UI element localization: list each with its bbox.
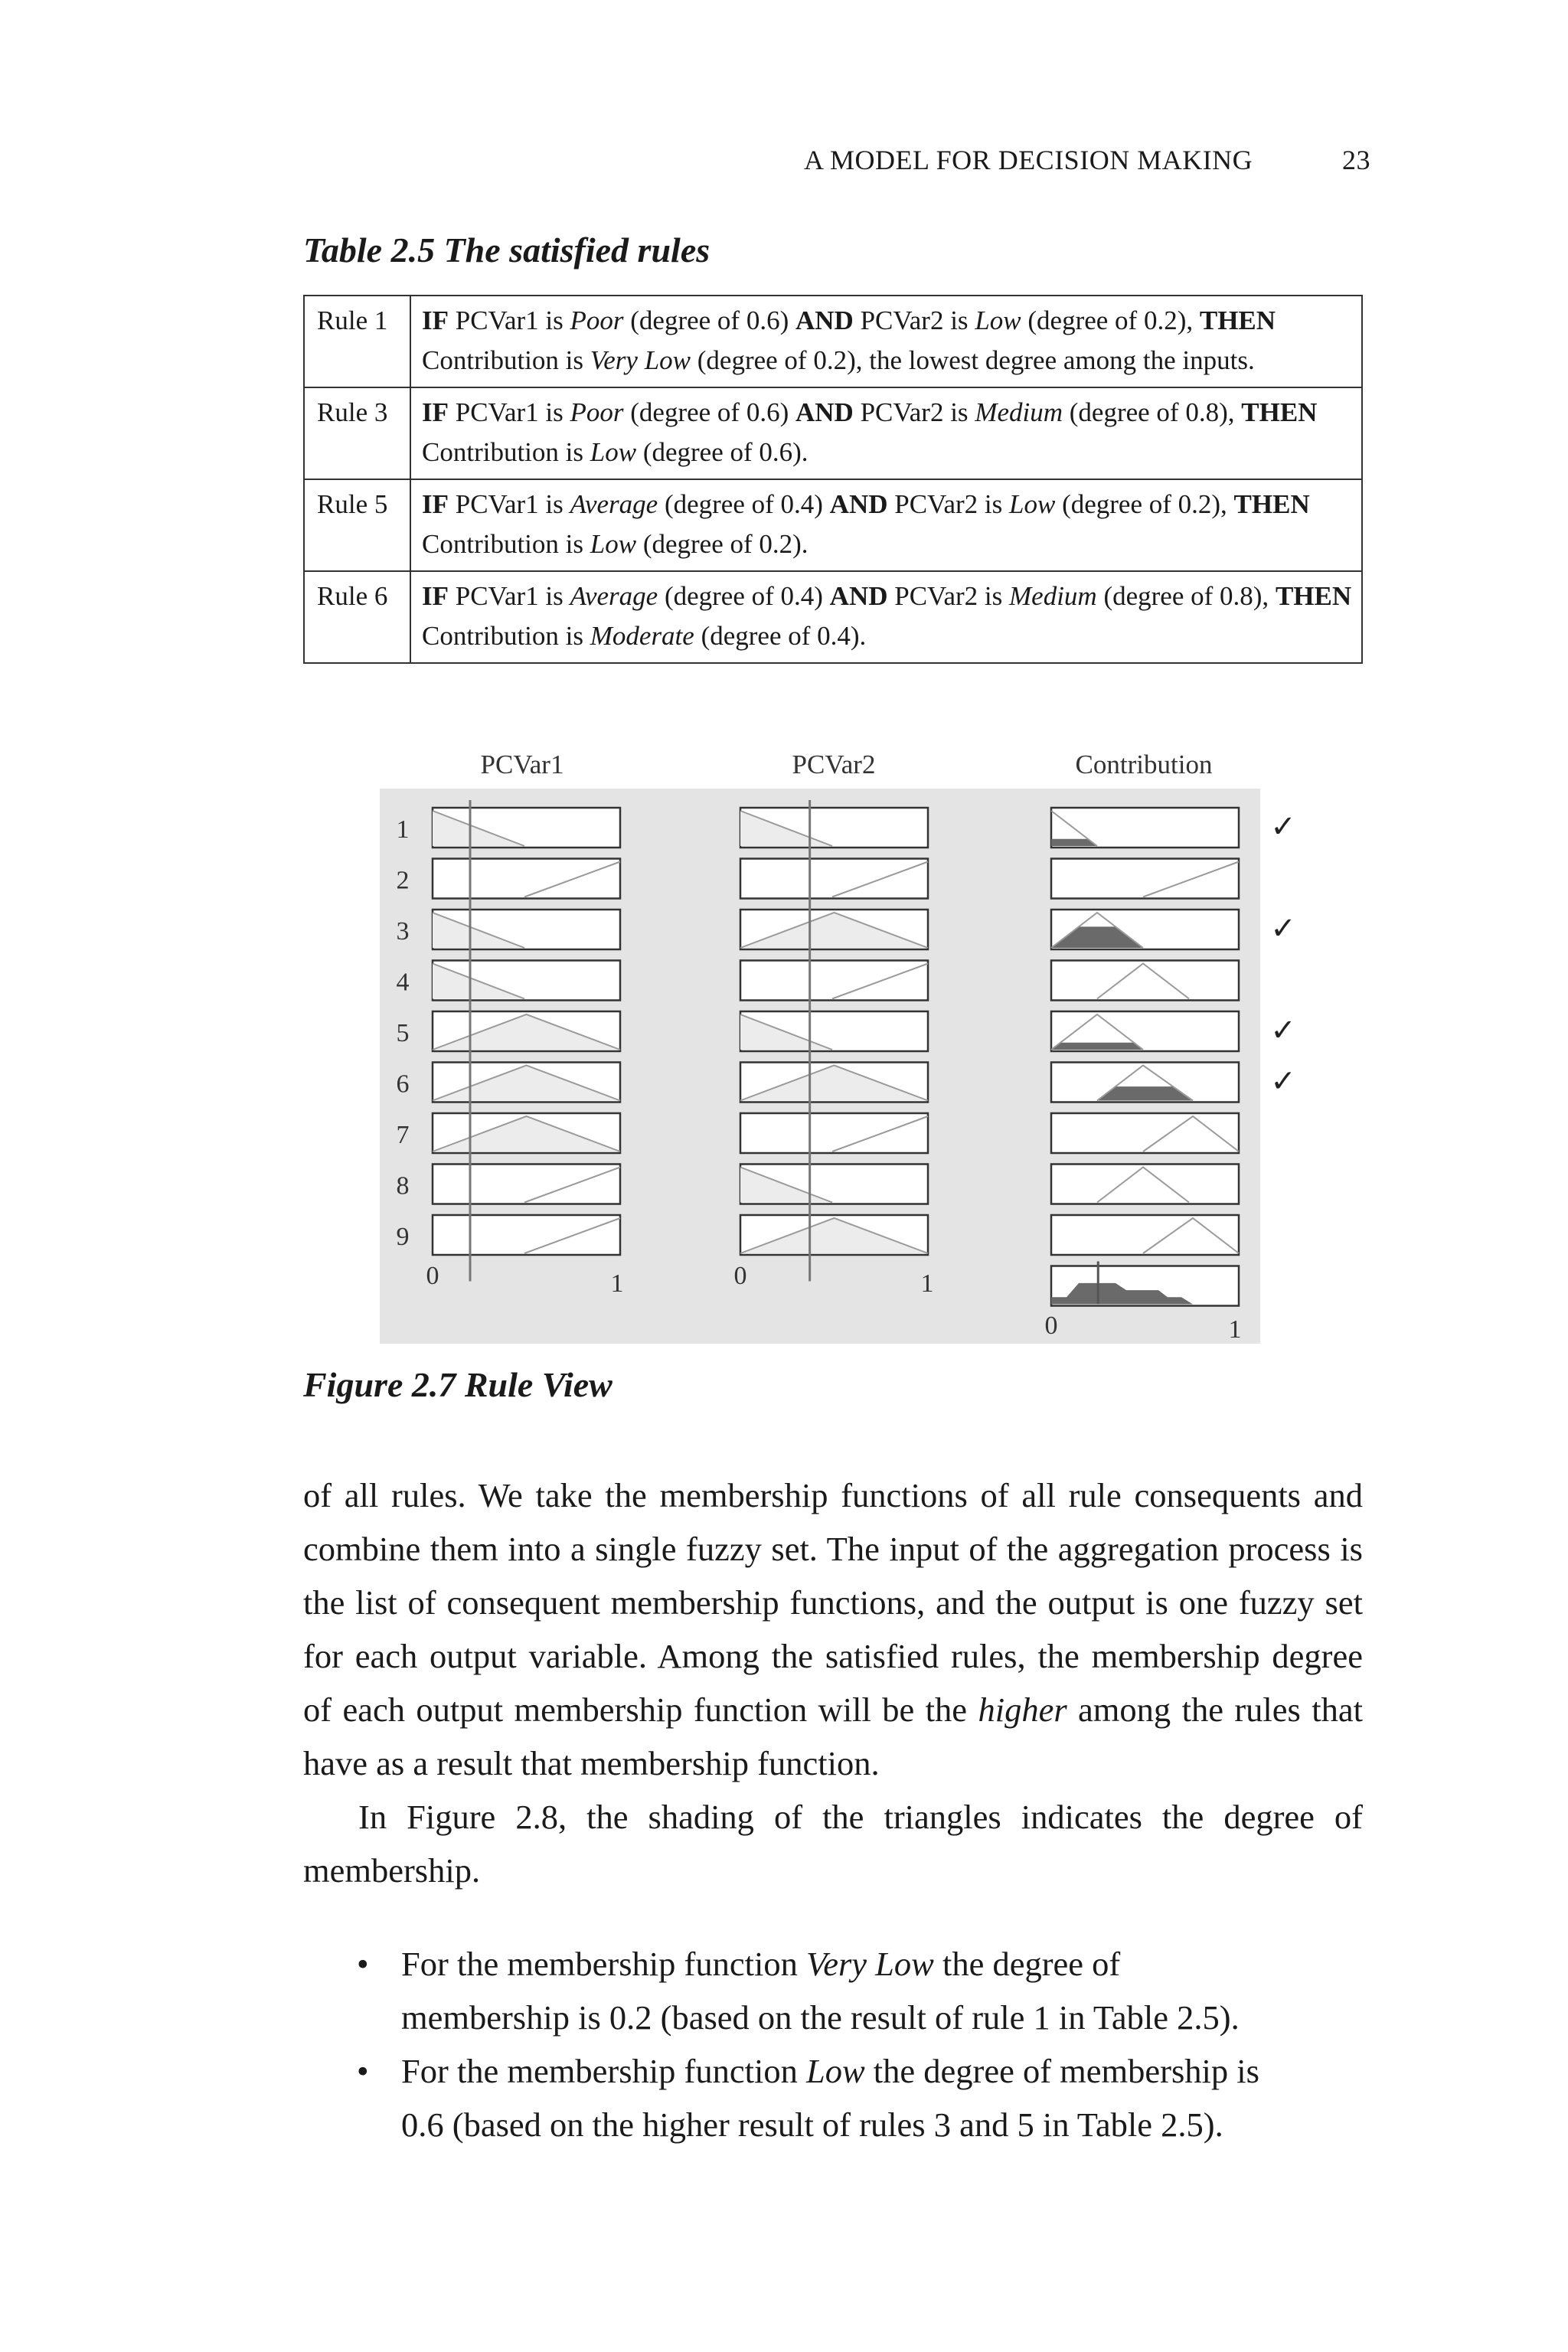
rule-row-number: 2 — [396, 866, 410, 895]
contribution-axis-min: 0 — [1044, 1312, 1058, 1340]
paragraph: of all rules. We take the membership functions of all rule consequents and combine them into a single fuzzy set. The input of the aggregation process is the list of consequent membership functions, and the output is one fuzzy set for each output variable. Among the satisfied rules, the membership degree of each output membership function will be the higher among the rules that have as a result that membership function. — [303, 1476, 1363, 1782]
pcvar2-axis-max: 1 — [920, 1269, 934, 1298]
running-head — [804, 144, 1370, 182]
column-title-contribution: Contribution — [1075, 750, 1213, 779]
rule-label: Rule 1 — [304, 296, 410, 387]
table-row — [304, 571, 1362, 663]
contribution-mf-box — [1051, 961, 1239, 1001]
contribution-mf-box — [1051, 1215, 1239, 1255]
bullet-icon: • — [357, 2052, 369, 2090]
list-item — [303, 2044, 1363, 2151]
pcvar1-axis-max: 1 — [610, 1269, 624, 1298]
rule-satisfied-checkmark-icon: ✓ — [1270, 911, 1296, 946]
rule-satisfied-checkmark-icon: ✓ — [1270, 1063, 1296, 1099]
paragraph: In Figure 2.8, the shading of the triangles indicates the degree of membership. — [303, 1798, 1363, 1890]
rule-satisfied-checkmark-icon: ✓ — [1270, 1013, 1296, 1047]
rule-label: Rule 6 — [304, 571, 410, 663]
pcvar2-mf-box — [740, 859, 928, 899]
satisfied-rules-table — [303, 295, 1363, 664]
rule-satisfied-checkmark-icon: ✓ — [1270, 809, 1296, 844]
table-row — [304, 479, 1362, 571]
pcvar2-mf-box — [740, 961, 928, 1001]
rule-view-figure — [380, 746, 1314, 1348]
running-head-title: A MODEL FOR DECISION MAKING — [804, 145, 1253, 175]
contribution-mf-box — [1051, 1113, 1239, 1153]
rule-text: IF PCVar1 is Poor (degree of 0.6) AND PCVar2 is Low (degree of 0.2), THEN Contribution is Very Low (degree of 0.2), the lowest degree among the inputs. — [410, 296, 1362, 387]
figure-caption: Figure 2.7 Rule View — [303, 1365, 612, 1404]
rule-label: Rule 3 — [304, 387, 410, 479]
rule-text: IF PCVar1 is Average (degree of 0.4) AND PCVar2 is Low (degree of 0.2), THEN Contribution is Low (degree of 0.2). — [410, 479, 1362, 571]
list-item-text: For the membership function Very Low the degree of membership is 0.2 (based on the result of rule 1 in Table 2.5). — [401, 1945, 1240, 2037]
rule-text: IF PCVar1 is Average (degree of 0.4) AND PCVar2 is Medium (degree of 0.8), THEN Contribution is Moderate (degree of 0.4). — [410, 571, 1362, 663]
rule-row-number: 9 — [396, 1223, 410, 1251]
rule-text: IF PCVar1 is Poor (degree of 0.6) AND PCVar2 is Medium (degree of 0.8), THEN Contribution is Low (degree of 0.6). — [410, 387, 1362, 479]
table-row — [304, 296, 1362, 387]
page-number: 23 — [1342, 145, 1370, 175]
list-item — [303, 1937, 1363, 2044]
table-row — [304, 387, 1362, 479]
rule-row-number: 7 — [396, 1121, 410, 1149]
pcvar1-axis-min: 0 — [426, 1262, 439, 1290]
pcvar1-mf-box — [433, 859, 620, 899]
contribution-mf-fill — [1051, 1043, 1143, 1050]
rule-row-number: 8 — [396, 1171, 410, 1200]
rule-row-number: 4 — [396, 968, 410, 997]
rule-row-number: 1 — [396, 815, 410, 844]
column-title-pcvar2: PCVar2 — [792, 750, 876, 779]
rule-row-number: 5 — [396, 1019, 410, 1047]
bullet-list — [303, 1937, 1363, 2151]
pcvar2-axis-min: 0 — [733, 1262, 747, 1290]
contribution-mf-box — [1051, 1165, 1239, 1204]
pcvar2-mf-box — [740, 1113, 928, 1153]
rule-row-number: 3 — [396, 917, 410, 946]
column-title-pcvar1: PCVar1 — [480, 750, 564, 779]
bullet-icon: • — [357, 1945, 369, 1983]
table-caption: Table 2.5 The satisfied rules — [303, 230, 710, 270]
contribution-axis-max: 1 — [1228, 1315, 1242, 1344]
contribution-mf-box — [1051, 859, 1239, 899]
list-item-text: For the membership function Low the degree of membership is 0.6 (based on the higher result of rules 3 and 5 in Table 2.5). — [401, 2052, 1259, 2144]
pcvar1-mf-box — [433, 1165, 620, 1204]
rule-row-number: 6 — [396, 1070, 410, 1099]
rule-view-svg — [380, 746, 1314, 1348]
pcvar1-mf-box — [433, 1215, 620, 1255]
body-text — [303, 1468, 1363, 2151]
rule-label: Rule 5 — [304, 479, 410, 571]
